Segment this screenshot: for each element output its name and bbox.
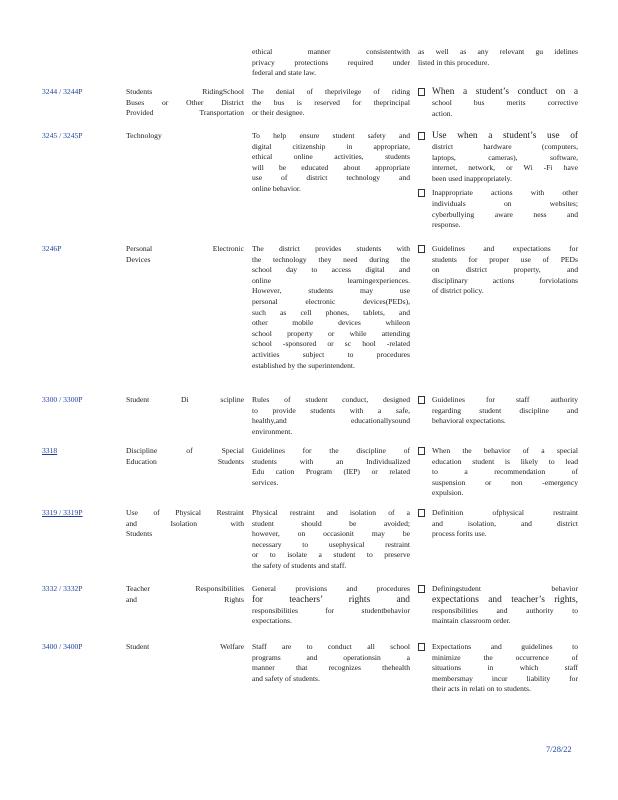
note-line: minimize the occurrence of: [432, 652, 578, 662]
note-line: response.: [432, 220, 461, 230]
policy-description-line: will be educated about appropriate: [252, 162, 410, 172]
policy-notes: [418, 446, 578, 499]
policy-title: [126, 642, 244, 653]
note-line: regarding student discipline and: [432, 405, 578, 415]
note-line: listed in this procedure.: [418, 57, 490, 67]
policy-title-line: and Rights: [126, 594, 244, 604]
note-line: maintain classroom order.: [432, 616, 511, 626]
policy-code-text: 3300 / 3300P: [42, 395, 83, 404]
policy-description-line: school -sponsored or sc hool -related: [252, 339, 410, 349]
policy-description-line: environment.: [252, 426, 293, 436]
square-bullet-icon: [418, 245, 425, 253]
note-line: to a recommendation of: [432, 467, 578, 477]
policy-description-line: Edu cation Program (IEP) or related: [252, 467, 410, 477]
policy-notes: [418, 584, 578, 627]
note-line: disciplinary actions forviolations: [432, 275, 578, 285]
policy-description-line: use of district technology and: [252, 173, 410, 183]
note-item: [418, 584, 578, 627]
square-bullet-icon: [418, 509, 425, 517]
policy-title-line: Education Students: [126, 456, 244, 466]
policy-description-line: for teachers’ rights and: [252, 594, 410, 605]
policy-title-line: Devices: [126, 254, 151, 264]
policy-description-line: or their designee.: [252, 108, 305, 118]
note-line: behavioral expectations.: [432, 416, 506, 426]
policy-description-line: online behavior.: [252, 183, 301, 193]
policy-description: [252, 642, 410, 684]
note-line: internet, network, or Wi -Fi have: [432, 163, 578, 173]
policy-description: [252, 446, 410, 488]
square-bullet-icon: [418, 132, 425, 140]
policy-title: [126, 244, 244, 265]
note-line: and isolation, and district: [432, 518, 578, 528]
policy-description-line: expectations.: [252, 616, 292, 626]
policy-description-line: such as cell phones, tablets, and: [252, 307, 410, 317]
note-item: [418, 131, 578, 184]
note-item: [418, 47, 578, 68]
policy-description-line: Physical restraint and isolation of a: [252, 508, 410, 517]
policy-code-link[interactable]: 3319 / 3319P: [42, 508, 83, 517]
policy-title: [126, 131, 244, 142]
policy-title: [126, 584, 244, 605]
note-item: [418, 508, 578, 540]
policy-description-line: Guidelines for the discipline of: [252, 446, 410, 455]
policy-description: [252, 244, 410, 371]
page-date: 7/28/22: [546, 745, 572, 754]
note-line: laptops, cameras), software,: [432, 152, 578, 162]
policy-description-line: the technology they need during the: [252, 254, 410, 264]
policy-description-line: students with an Individualized: [252, 456, 410, 466]
note-line: on district property, and: [432, 265, 578, 275]
policy-notes: [418, 642, 578, 695]
policy-code-text: 3244 / 3244P: [42, 87, 83, 96]
policy-title: [126, 446, 244, 467]
policy-code-text: 3400 / 3400P: [42, 642, 83, 651]
note-line: When a student’s conduct on a: [432, 87, 578, 97]
note-item: [418, 642, 578, 695]
square-bullet-icon: [418, 396, 425, 404]
note-line: membersmay incur liability for: [432, 673, 578, 683]
policy-description-line: responsibilities for studentbehavior: [252, 605, 410, 615]
policy-description-line: Staff are to conduct all school: [252, 642, 410, 651]
policy-description-line: federal and state law.: [252, 68, 317, 78]
policy-title-line: Provided Transportation: [126, 108, 244, 118]
policy-code-text: 3245 / 3245P: [42, 131, 83, 140]
note-line: responsibilities and authority to: [432, 605, 578, 615]
note-line: expulsion.: [432, 488, 464, 498]
policy-code: [42, 642, 116, 653]
policy-title-line: Students: [126, 529, 153, 539]
square-bullet-icon: [418, 189, 425, 197]
policy-title: [126, 87, 244, 119]
policy-code[interactable]: [42, 446, 116, 457]
policy-description-line: personal electronic devices(PEDs),: [252, 296, 410, 306]
policy-description-line: The district provides students with: [252, 244, 410, 253]
policy-code: [42, 244, 116, 255]
policy-description-line: programs and operationsin a: [252, 652, 410, 662]
note-line: Guidelines and expectations for: [432, 244, 578, 253]
policy-description-line: and safety of students.: [252, 673, 320, 683]
note-line: action.: [432, 108, 453, 118]
policy-code: [42, 395, 116, 406]
policy-code-link[interactable]: 3318: [42, 446, 58, 455]
policy-title-line: Use of Physical Restraint: [126, 508, 244, 517]
policy-description-line: school day to access digital and: [252, 265, 410, 275]
policy-code[interactable]: [42, 508, 116, 519]
policy-code-text: 3246P: [42, 244, 62, 253]
note-item: [418, 446, 578, 499]
note-line: education student is likely to lead: [432, 456, 578, 466]
note-line: Inappropriate actions with other: [432, 188, 578, 198]
note-line: individuals on websites;: [432, 198, 578, 208]
note-line: been used inappropriately.: [432, 173, 512, 183]
policy-title-line: Students RidingSchool: [126, 87, 244, 96]
policy-code: [42, 131, 116, 142]
policy-description-line: However, students may use: [252, 286, 410, 296]
note-item: [418, 87, 578, 119]
note-line: process forits use.: [432, 529, 487, 539]
policy-description-line: manner that recognizes thehealth: [252, 663, 410, 673]
policy-description-line: established by the superintendent.: [252, 360, 355, 370]
note-line: suspension or non -emergency: [432, 477, 578, 487]
policy-title-line: Buses or Other District: [126, 97, 244, 107]
policy-description-line: To help ensure student safety and: [252, 131, 410, 140]
square-bullet-icon: [418, 447, 425, 455]
note-item: [418, 244, 578, 297]
square-bullet-icon: [418, 585, 425, 593]
policy-description-line: The denial of theprivilege of riding: [252, 87, 410, 96]
policy-description: [252, 508, 410, 572]
note-line: their acts in relati on to students.: [432, 684, 531, 694]
policy-description-line: Rules of student conduct, designed: [252, 395, 410, 404]
policy-title-line: Personal Electronic: [126, 244, 244, 253]
policy-notes: [418, 244, 578, 297]
policy-description-line: online learningexperiences.: [252, 275, 410, 285]
note-line: of district policy.: [432, 286, 484, 296]
note-line: situations in which staff: [432, 663, 578, 673]
policy-notes: [418, 87, 578, 119]
policy-code: [42, 87, 116, 98]
policy-description: [252, 131, 410, 195]
policy-title-line: and Isolation with: [126, 518, 244, 528]
note-line: Expectations and guidelines to: [432, 642, 578, 651]
square-bullet-icon: [418, 643, 425, 651]
note-item: [418, 395, 578, 427]
policy-description-line: school property or while attending: [252, 328, 410, 338]
policy-description: [252, 395, 410, 437]
policy-notes: [418, 47, 578, 68]
policy-description-line: the bus is reserved for theprincipal: [252, 97, 410, 107]
policy-description: [252, 87, 410, 119]
note-line: When the behavior of a special: [432, 446, 578, 455]
policy-title: [126, 508, 244, 540]
policy-description-line: or to isolate a student to preserve: [252, 550, 410, 560]
policy-description-line: necessary to usephysical restraint: [252, 539, 410, 549]
policy-description-line: privacy protections required under: [252, 57, 410, 67]
note-line: Guidelines for staff authority: [432, 395, 578, 404]
note-line: Definition ofphysical restraint: [432, 508, 578, 517]
policy-title: [126, 395, 244, 406]
policy-description-line: digital citizenship in appropriate,: [252, 141, 410, 151]
note-line: school bus merits corrective: [432, 98, 578, 107]
note-line: cyberbullying aware ness and: [432, 209, 578, 219]
policy-description: [252, 47, 410, 79]
policy-description-line: activities subject to procedures: [252, 349, 410, 359]
policy-notes: [418, 395, 578, 427]
note-item: [418, 188, 578, 230]
policy-title-line: Student Di scipline: [126, 395, 244, 404]
policy-title-line: Discipline of Special: [126, 446, 244, 455]
policy-description-line: ethical manner consistentwith: [252, 47, 410, 56]
policy-description: [252, 584, 410, 627]
policy-description-line: ethical online activities, students: [252, 152, 410, 162]
policy-notes: [418, 508, 578, 540]
note-line: as well as any relevant gu idelines: [418, 47, 578, 56]
policy-description-line: however, on occasionit may be: [252, 529, 410, 539]
policy-notes: [418, 131, 578, 231]
square-bullet-icon: [418, 88, 425, 96]
policy-code-text: 3332 / 3332P: [42, 584, 83, 593]
policy-code: [42, 584, 116, 595]
policy-title-line: Student Welfare: [126, 642, 244, 651]
note-line: Definingstudent behavior: [432, 584, 578, 593]
note-line: Use when a student’s use of: [432, 131, 578, 141]
policy-description-line: the safety of students and staff.: [252, 560, 347, 570]
note-line: expectations and teacher’s rights,: [432, 594, 578, 605]
policy-description-line: General provisions and procedures: [252, 584, 410, 593]
policy-description-line: to provide students with a safe,: [252, 405, 410, 415]
policy-description-line: other mobile devices whileon: [252, 318, 410, 328]
policy-description-line: healthy,and educationallysound: [252, 416, 410, 426]
policy-title-line: Teacher Responsibilities: [126, 584, 244, 593]
note-line: students for proper use of PEDs: [432, 254, 578, 264]
policy-title-line: Technology: [126, 131, 162, 140]
policy-description-line: services.: [252, 477, 279, 487]
policy-description-line: student should be avoided;: [252, 518, 410, 528]
note-line: district hardware (computers,: [432, 142, 578, 151]
